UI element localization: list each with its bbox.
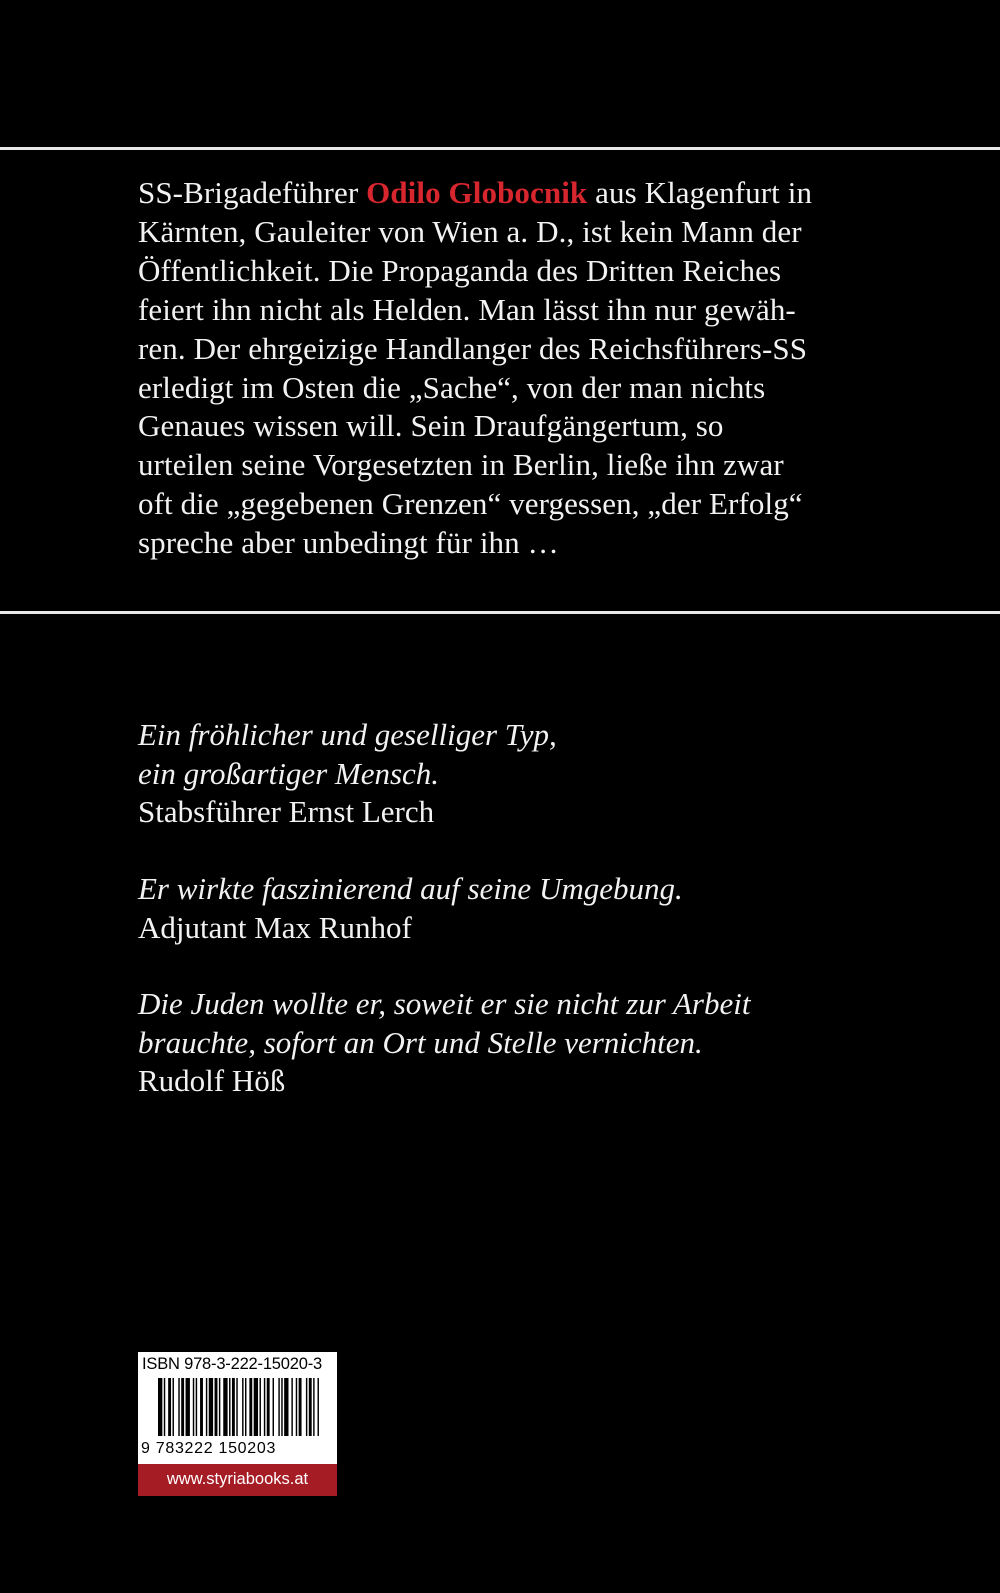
blurb-line: oft die „gegebenen Grenzen“ vergessen, „der Erfolg“ (138, 486, 803, 522)
bottom-divider (0, 611, 1000, 614)
quote-line: brauchte, sofort an Ort und Stelle vernichten. (138, 1024, 703, 1060)
barcode-bar (264, 1378, 265, 1436)
blurb-line: urteilen seine Vorgesetzten in Berlin, ließe ihn zwar (138, 447, 784, 483)
barcode-bar (206, 1378, 207, 1436)
blurb-line: spreche aber unbedingt für ihn … (138, 525, 559, 561)
quote-line: ein großartiger Mensch. (138, 755, 440, 791)
quote-line: Er wirkte faszinierend auf seine Umgebung. (138, 871, 683, 906)
top-divider (0, 147, 1000, 150)
barcode-bar (306, 1378, 307, 1436)
ean-digits: 9 783222 150203 (141, 1440, 277, 1457)
barcode-bar (236, 1378, 237, 1436)
barcode-bar (164, 1378, 165, 1436)
barcode-bar (173, 1378, 174, 1436)
barcode-bar (281, 1378, 282, 1436)
blurb-line: feiert ihn nicht als Helden. Man lässt ihn nur gewäh- (138, 291, 796, 327)
barcode-bar (232, 1378, 235, 1436)
blurb-line: Öffentlichkeit. Die Propaganda des Dritten Reiches (138, 252, 782, 288)
barcode-bar (254, 1378, 258, 1436)
quote-author: Stabsführer Ernst Lerch (138, 794, 435, 829)
blurb-line: erledigt im Osten die „Sache“, von der man nichts (138, 369, 766, 405)
blurb-line: Genaues wissen will. Sein Draufgängertum, so (138, 408, 724, 444)
barcode-bar (209, 1378, 213, 1436)
barcode-bar (178, 1378, 179, 1436)
blurb-line: ren. Der ehrgeizige Handlanger des Reichsführers-SS (138, 330, 808, 366)
quote-line: Ein fröhlicher und geselliger Typ, (138, 717, 557, 752)
quote-line: Die Juden wollte er, soweit er sie nicht zur Arbeit (138, 986, 751, 1021)
barcode-bar (318, 1378, 319, 1436)
barcode-bar (249, 1378, 252, 1436)
barcode-bar (273, 1378, 274, 1436)
barcode-bar (186, 1378, 190, 1436)
blurb-line: Kärnten, Gauleiter von Wien a. D., ist kein Mann der (138, 213, 802, 249)
barcode-bar (309, 1378, 312, 1436)
author-name-highlight: Odilo Globocnik (366, 175, 588, 210)
barcode-bar (278, 1378, 279, 1436)
barcode-bar (215, 1378, 218, 1436)
publisher-url-band (138, 1464, 337, 1496)
blurb-text (138, 174, 838, 563)
barcode-bar (296, 1378, 297, 1436)
barcode-bar (200, 1378, 203, 1436)
barcode-bar (245, 1378, 246, 1436)
barcode-bar (229, 1378, 230, 1436)
barcode-bar (196, 1378, 197, 1436)
barcode-bar (291, 1378, 292, 1436)
barcode-bar (284, 1378, 288, 1436)
barcode-bar (223, 1378, 227, 1436)
barcode-bar (219, 1378, 220, 1436)
barcode-bar (168, 1378, 171, 1436)
barcode-bar (313, 1378, 314, 1436)
isbn-barcode (138, 1352, 337, 1464)
quote-block (138, 870, 898, 947)
barcode-bar (158, 1378, 162, 1436)
quote-block (138, 716, 898, 832)
quote-block (138, 985, 898, 1101)
barcode-bar (299, 1378, 302, 1436)
quote-author: Rudolf Höß (138, 1063, 286, 1098)
publisher-url: www.styriabooks.at (166, 1470, 309, 1488)
barcode-bar (260, 1378, 261, 1436)
blurb-line: SS-Brigadeführer Odilo Globocnik aus Klagenfurt in (138, 175, 813, 210)
barcode-bar (181, 1378, 184, 1436)
barcode-bar (242, 1378, 243, 1436)
barcode-bar (193, 1378, 194, 1436)
quote-author: Adjutant Max Runhof (138, 909, 412, 945)
barcode-bar (267, 1378, 270, 1436)
isbn-label: ISBN 978-3-222-15020-3 (142, 1355, 322, 1373)
